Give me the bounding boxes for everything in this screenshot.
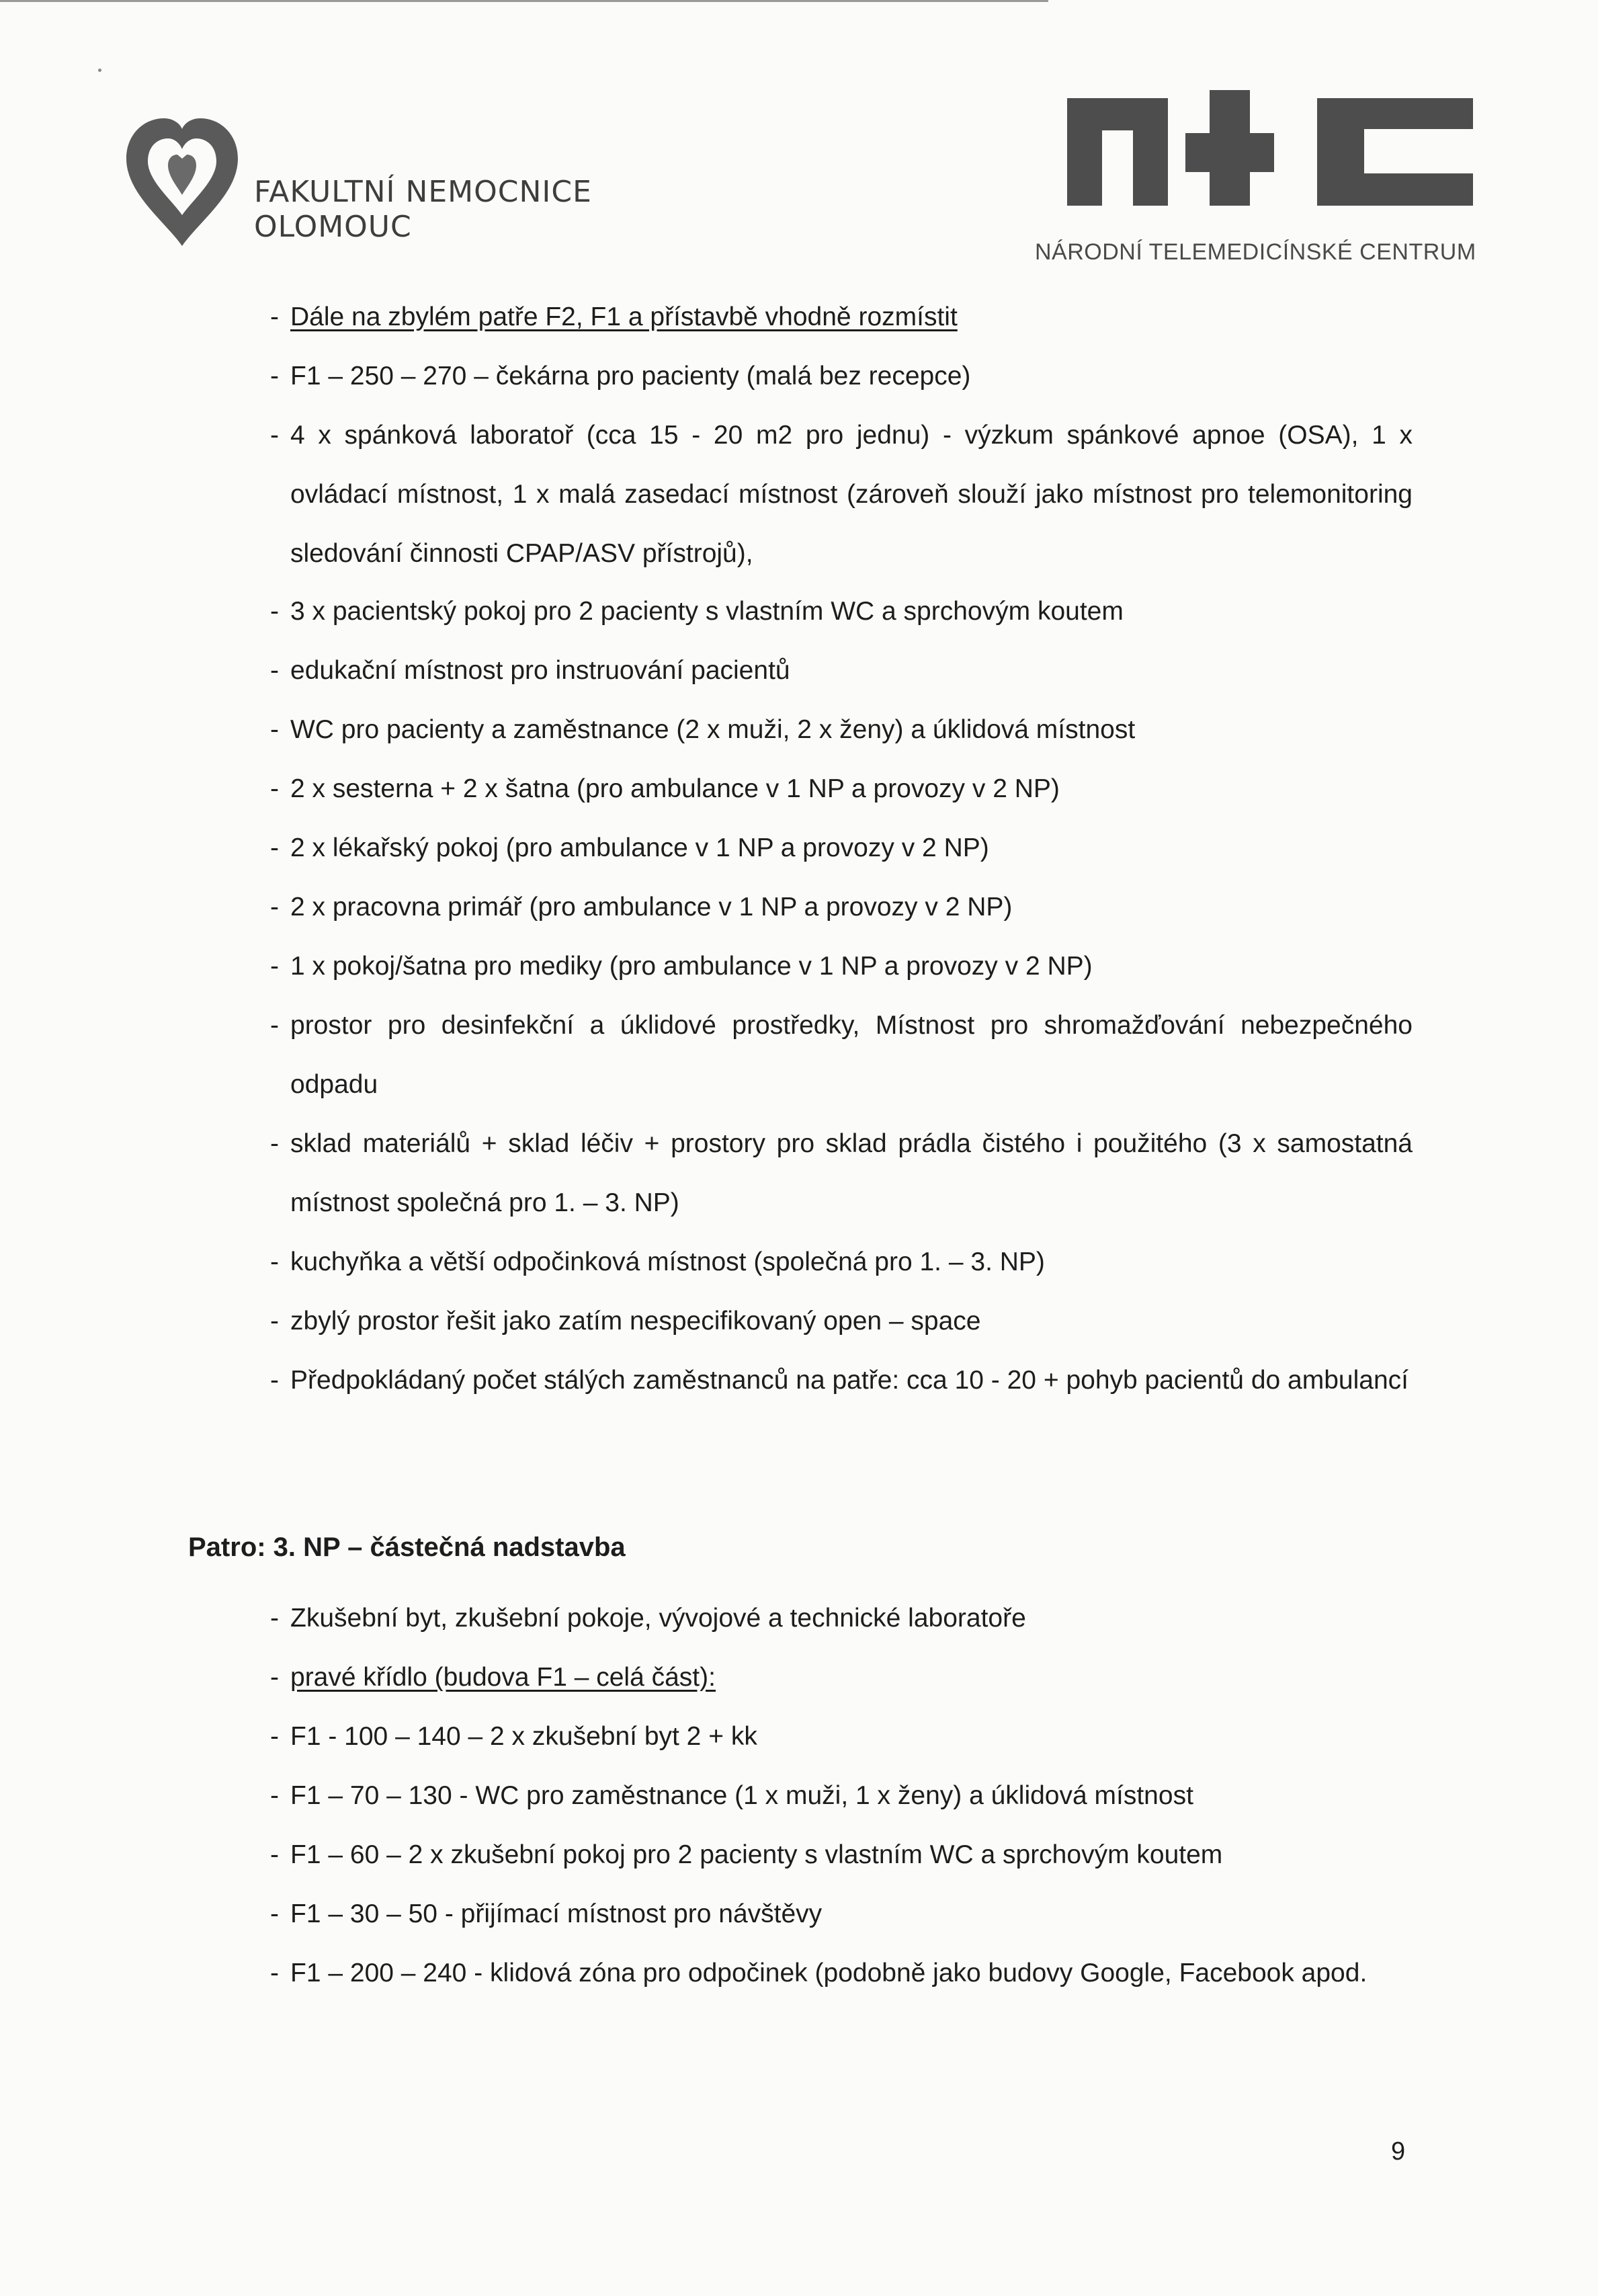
list-dash: - [270,1129,279,1158]
list-item [270,760,1413,819]
list-item-text: pravé křídlo (budova F1 – celá část): [290,1663,716,1692]
list-dash: - [270,1840,279,1869]
list-item [270,347,1413,406]
hospital-name-line2: OLOMOUC [254,210,412,244]
list-dash: - [270,1781,279,1810]
list-dash: - [270,1307,279,1336]
section-heading: Patro: 3. NP – částečná nadstavba [188,1532,626,1562]
list-item [270,1707,1413,1766]
list-item-text: F1 - 100 – 140 – 2 x zkušební byt 2 + kk [290,1722,757,1751]
center-name: NÁRODNÍ TELEMEDICÍNSKÉ CENTRUM [1035,239,1476,265]
list-dash: - [270,1722,279,1751]
list-item [270,1944,1413,2003]
list-item [270,700,1413,760]
list-dash: - [270,833,279,862]
list-item [270,1233,1413,1292]
list-item-text: 2 x sesterna + 2 x šatna (pro ambulance v 1 NP a provozy v 2 NP) [290,774,1060,803]
list-item-text: zbylý prostor řešit jako zatím nespecifikovaný open – space [290,1307,981,1336]
list-dash: - [270,1959,279,1987]
list-item-text: WC pro pacienty a zaměstnance (2 x muži, 2 x ženy) a úklidová místnost [290,715,1136,744]
list-item-text: Zkušební byt, zkušební pokoje, vývojové a technické laboratoře [290,1604,1026,1633]
list-dash: - [270,421,279,450]
list-item [270,582,1413,641]
list-dash: - [270,774,279,803]
list-item [270,641,1413,700]
list-item [270,288,1413,347]
list-item-text: 2 x lékařský pokoj (pro ambulance v 1 NP a provozy v 2 NP) [290,833,989,862]
list-item [270,1885,1413,1944]
list-dash: - [270,1604,279,1633]
list-item-text: 3 x pacientský pokoj pro 2 pacienty s vlastním WC a sprchovým koutem [290,597,1124,626]
list-item [270,1292,1413,1351]
list-item-text: Dále na zbylém patře F2, F1 a přístavbě vhodně rozmístit [290,302,958,331]
list-item [270,878,1413,937]
list-item-text: F1 – 60 – 2 x zkušební pokoj pro 2 pacienty s vlastním WC a sprchovým koutem [290,1840,1223,1869]
list-item-text: F1 – 70 – 130 - WC pro zaměstnance (1 x muži, 1 x ženy) a úklidová místnost [290,1781,1193,1810]
list-item [270,996,1413,1114]
list-dash: - [270,656,279,685]
list-item [270,1826,1413,1885]
list-item [270,1589,1413,1648]
list-dash: - [270,1247,279,1276]
list-item [270,406,1413,583]
list-item-text: F1 – 30 – 50 - přijímací místnost pro návštěvy [290,1899,823,1928]
list-item-text: F1 – 250 – 270 – čekárna pro pacienty (malá bez recepce) [290,362,971,391]
list-item [270,1114,1413,1233]
list-item [270,1648,1413,1707]
list-dash: - [270,1899,279,1928]
list-item-text: edukační místnost pro instruování pacientů [290,656,790,685]
list-dash: - [270,893,279,921]
list-dash: - [270,715,279,744]
list-item-text: Předpokládaný počet stálých zaměstnanců na patře: cca 10 - 20 + pohyb pacientů do ambulancí [290,1366,1408,1395]
list-dash: - [270,952,279,981]
list-dash: - [270,1366,279,1395]
list-dash: - [270,1663,279,1692]
list-item [270,819,1413,878]
scan-speck [98,69,101,72]
list-dash: - [270,1011,279,1040]
list-item-text: kuchyňka a větší odpočinková místnost (společná pro 1. – 3. NP) [290,1247,1045,1276]
list-item-text: 2 x pracovna primář (pro ambulance v 1 NP a provozy v 2 NP) [290,893,1013,921]
list-item [270,937,1413,996]
hospital-name-line1: FAKULTNÍ NEMOCNICE [254,175,592,209]
scan-top-edge [0,0,1048,2]
list-item-text: 1 x pokoj/šatna pro mediky (pro ambulance v 1 NP a provozy v 2 NP) [290,952,1093,981]
list-item-text: sklad materiálů + sklad léčiv + prostory pro sklad prádla čistého i použitého (3 x samostatná místnost společná pro 1. – 3. NP) [290,1129,1413,1217]
list-item-text: 4 x spánková laboratoř (cca 15 - 20 m2 pro jednu) - výzkum spánkové apnoe (OSA), 1 x ovládací místnost, 1 x malá zasedací místnost (zároveň slouží jako místnost pro telemonitoring sledování činnosti CPAP/ASV přístrojů), [290,421,1413,568]
list-item-text: F1 – 200 – 240 - klidová zóna pro odpočinek (podobně jako budovy Google, Facebook apod. [290,1959,1368,1987]
list-item [270,1766,1413,1826]
list-item [270,1351,1413,1410]
page-number: 9 [1391,2137,1406,2166]
list-dash: - [270,362,279,391]
ntc-logo-icon [1067,90,1473,206]
hospital-name [254,175,592,245]
list-dash: - [270,302,279,331]
list-dash: - [270,597,279,626]
list-item-text: prostor pro desinfekční a úklidové prostředky, Místnost pro shromažďování nebezpečného odpadu [290,1011,1413,1099]
hospital-heart-logo-icon [118,114,246,249]
